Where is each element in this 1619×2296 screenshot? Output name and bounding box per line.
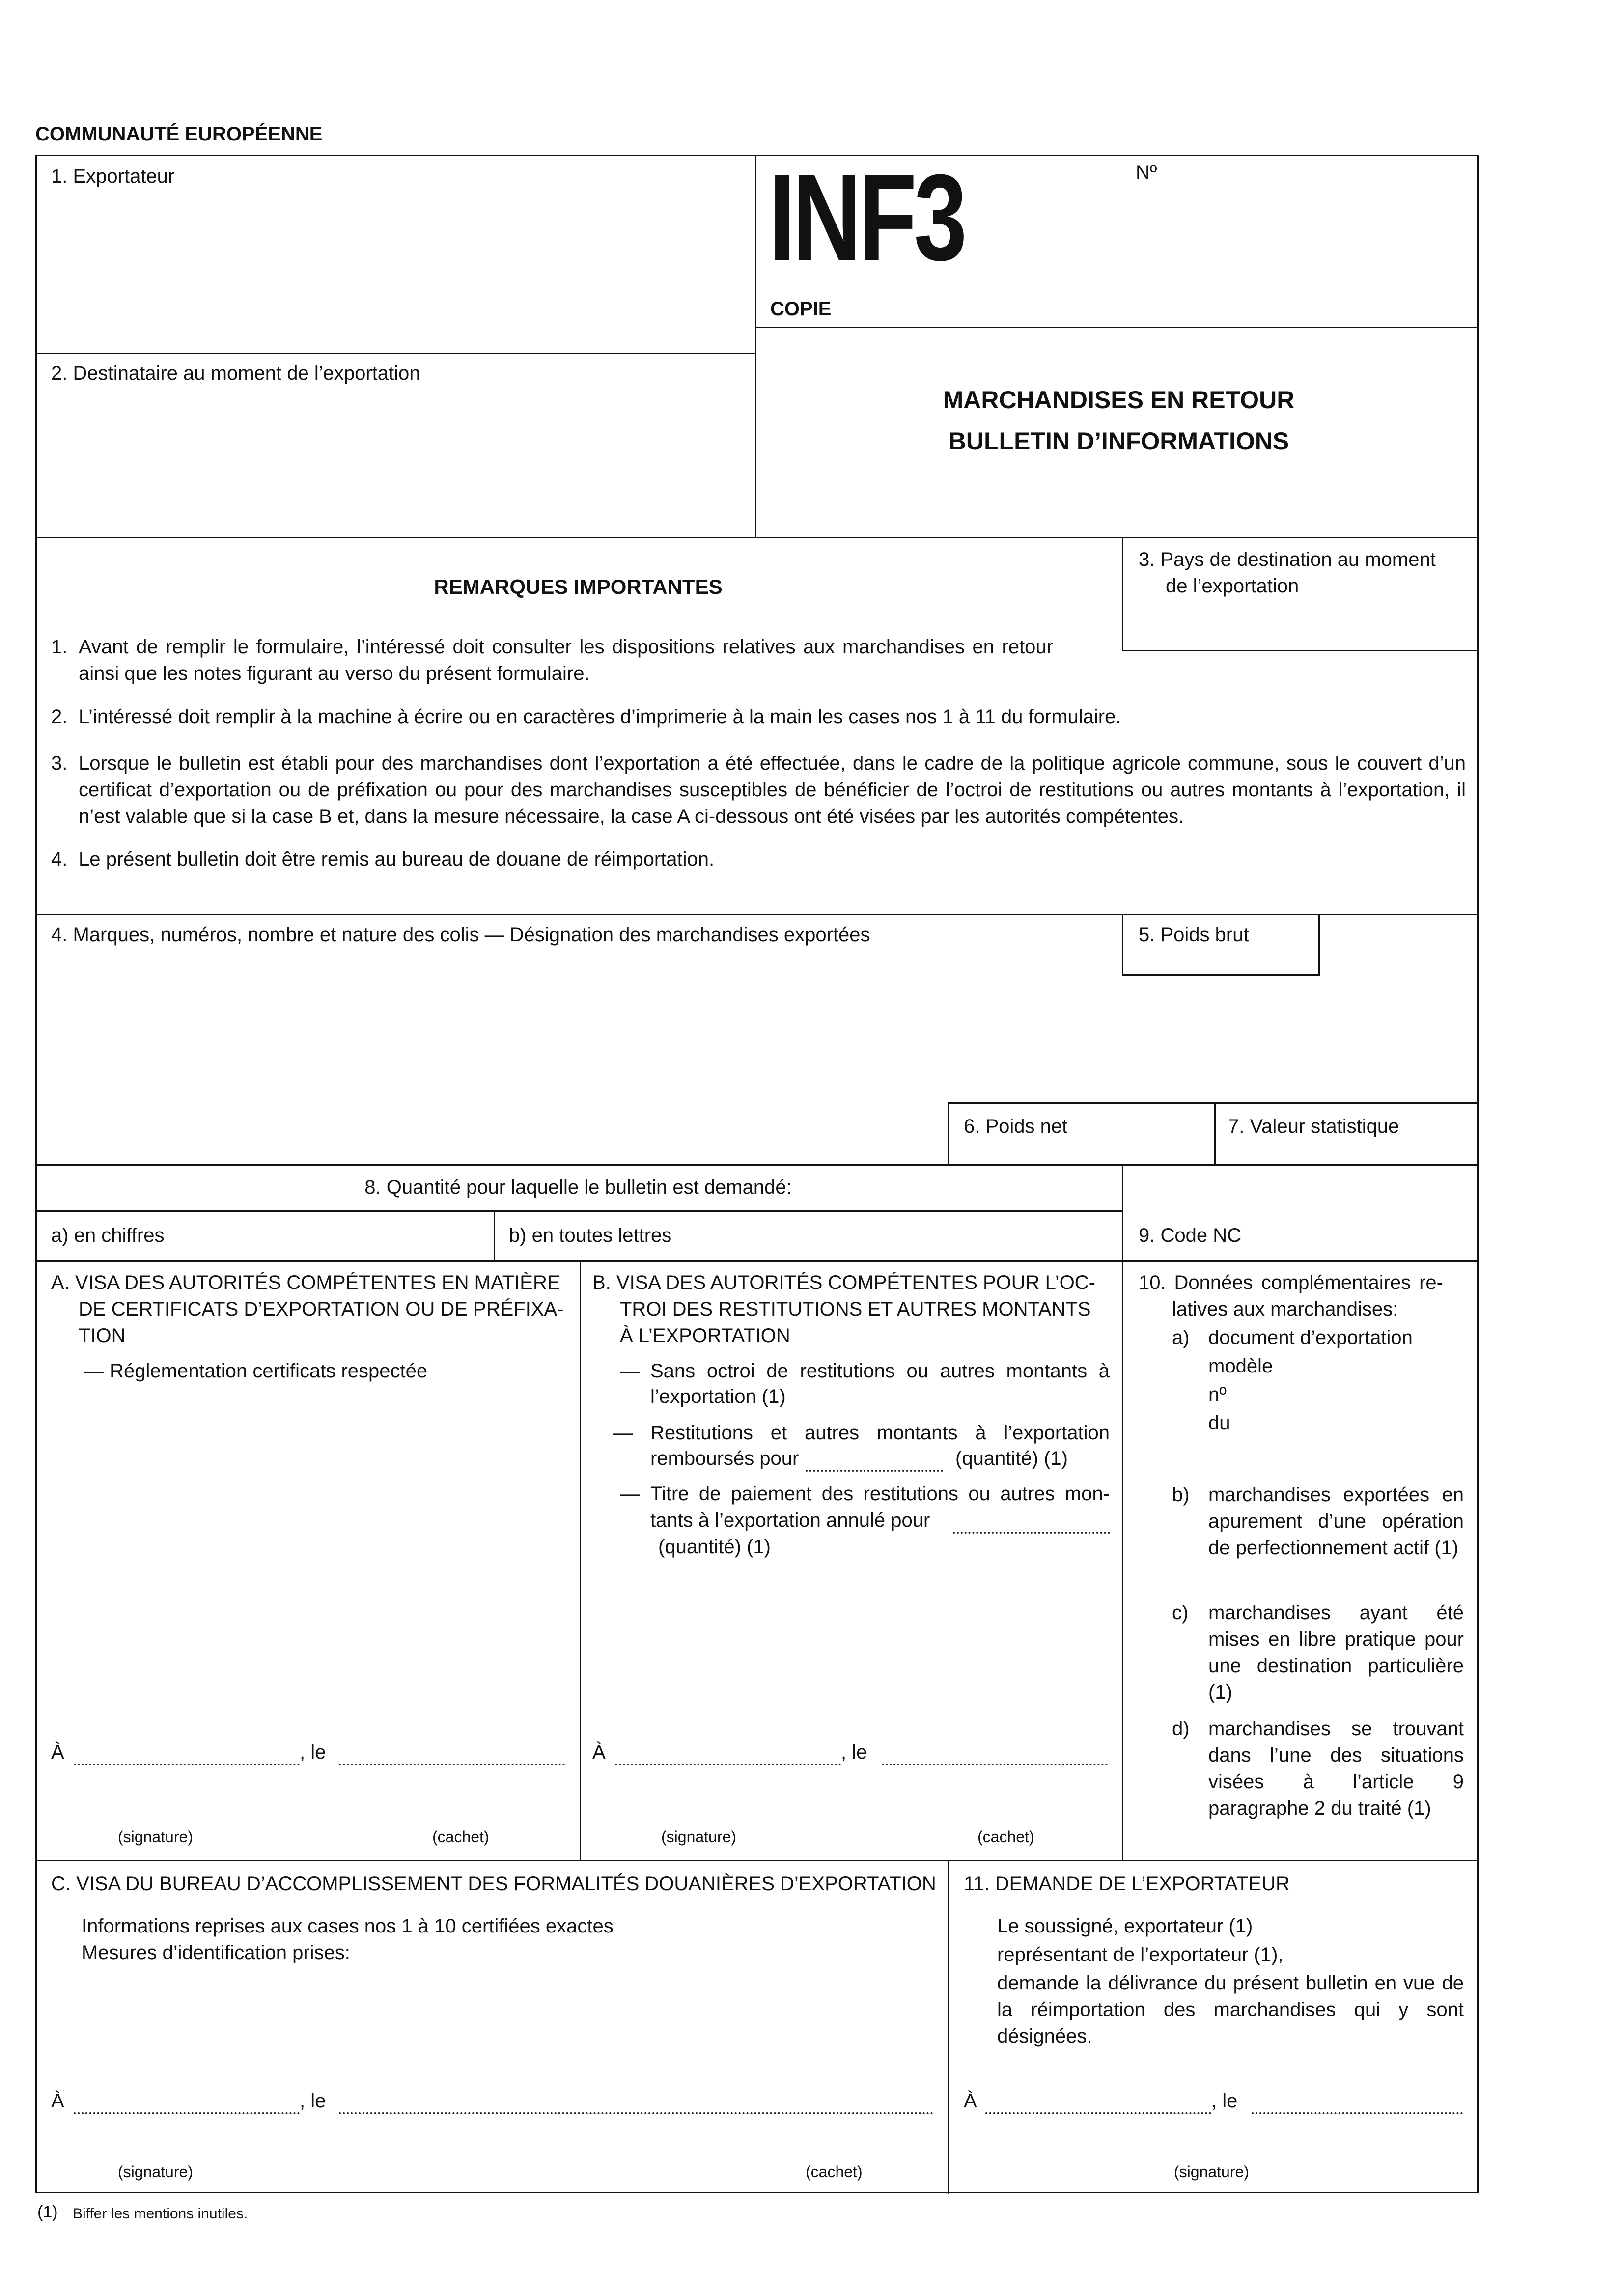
visa-b-date-field[interactable] bbox=[882, 1747, 1108, 1765]
divider bbox=[580, 1260, 581, 1861]
form-code: INF3 bbox=[769, 149, 964, 286]
visa-b-title-line3: À L’EXPORTATION bbox=[620, 1325, 790, 1346]
box3-destination-label-cont: de l’exportation bbox=[1166, 575, 1299, 597]
box7-statistical-value-label: 7. Valeur statistique bbox=[1228, 1116, 1399, 1137]
box5-gross-weight-field[interactable] bbox=[1321, 917, 1476, 1103]
remark-item bbox=[51, 703, 1466, 733]
visa-b-item3-line1: Titre de paiement des restitutions ou autres mon- bbox=[650, 1483, 1110, 1505]
divider bbox=[1122, 650, 1479, 651]
visa-a-date-field[interactable] bbox=[339, 1747, 565, 1765]
box1-exporter-label: 1. Exportateur bbox=[51, 166, 175, 187]
visa-c-stamp-label: (cachet) bbox=[806, 2163, 863, 2181]
divider bbox=[35, 914, 1479, 915]
box11-place-label: À bbox=[964, 2090, 977, 2112]
visa-b-item1-line1: Sans octroi de restitutions ou autres montants à bbox=[650, 1360, 1110, 1382]
box10-b-label: b) bbox=[1172, 1484, 1190, 1506]
box11-title: 11. DEMANDE DE L’EXPORTATEUR bbox=[964, 1873, 1290, 1895]
box11-line3: demande la délivrance du présent bulletin en vue de la réimportation des marchandises qui y sont désignées. bbox=[997, 1972, 1464, 2047]
box10-a-label: a) bbox=[1172, 1327, 1190, 1348]
box8a-figures-label: a) en chiffres bbox=[51, 1225, 165, 1246]
visa-a-date-label: , le bbox=[300, 1741, 326, 1763]
visa-a-title-line1: A. VISA DES AUTORITÉS COMPÉTENTES EN MATIÈRE bbox=[51, 1272, 560, 1293]
visa-b-item3-line3: (quantité) (1) bbox=[658, 1536, 771, 1558]
visa-a-title-line3: TION bbox=[79, 1325, 126, 1346]
visa-b-item2-quantity-field[interactable] bbox=[806, 1453, 943, 1472]
divider bbox=[35, 353, 755, 354]
visa-b-item2-dash: — bbox=[613, 1422, 633, 1444]
visa-c-date-label: , le bbox=[300, 2090, 326, 2112]
remark-text: Le présent bulletin doit être remis au bureau de douane de réimportation. bbox=[79, 848, 715, 870]
visa-a-signature-label: (signature) bbox=[118, 1828, 193, 1846]
divider bbox=[948, 1102, 1479, 1104]
box6-net-weight-label: 6. Poids net bbox=[964, 1116, 1068, 1137]
visa-c-signature-label: (signature) bbox=[118, 2163, 193, 2181]
box3-destination-field[interactable] bbox=[1125, 602, 1476, 648]
box10-a-line3: nº bbox=[1208, 1384, 1227, 1405]
box10-b-text: marchandises exportées en apurement d’une opération de perfectionnement actif (1) bbox=[1208, 1484, 1464, 1559]
visa-a-item: — Réglementation certificats respectée bbox=[84, 1360, 428, 1382]
visa-a-stamp-label: (cachet) bbox=[432, 1828, 489, 1846]
divider bbox=[948, 1860, 949, 2194]
visa-b-title-line1: B. VISA DES AUTORITÉS COMPÉTENTES POUR L’OC- bbox=[592, 1272, 1095, 1293]
box6-net-weight-field[interactable] bbox=[951, 1140, 1211, 1163]
visa-c-line2: Mesures d’identification prises: bbox=[82, 1942, 350, 1963]
copy-label: COPIE bbox=[770, 298, 832, 320]
visa-b-item2-line2: remboursés pour bbox=[650, 1448, 799, 1469]
remark-number: 3. bbox=[51, 753, 68, 774]
visa-b-place-field[interactable] bbox=[615, 1747, 841, 1765]
box11-place-field[interactable] bbox=[985, 2096, 1211, 2114]
box2-consignee-field[interactable] bbox=[39, 393, 752, 533]
divider bbox=[948, 1102, 949, 1165]
remark-item bbox=[51, 750, 1466, 834]
remark-number: 2. bbox=[51, 706, 68, 728]
remarks-title: REMARQUES IMPORTANTES bbox=[434, 575, 723, 598]
divider bbox=[1122, 537, 1123, 651]
divider bbox=[1318, 914, 1320, 975]
box10-c-text: marchandises ayant été mises en libre pratique pour une destination particulière (1) bbox=[1208, 1602, 1464, 1703]
visa-b-signature-label: (signature) bbox=[661, 1828, 736, 1846]
box11-line1: Le soussigné, exportateur (1) bbox=[997, 1915, 1253, 1937]
remark-number: 1. bbox=[51, 636, 68, 658]
visa-b-item2-line2-end: (quantité) (1) bbox=[955, 1448, 1068, 1469]
remark-text: Lorsque le bulletin est établi pour des marchandises dont l’exportation a été effectuée, dans le cadre de la politique agricole commune, sous le couvert d’un certificat d’exportation ou de préfixation ou pour des marchandises susceptibles de bénéficier de l’octroi de restitutions ou autres montants à l’exportation, il n’est valable que si la case B et, dans la mesure nécessaire, la case A ci-dessous ont été visées par les autorités compétentes. bbox=[79, 753, 1466, 827]
visa-a-place-field[interactable] bbox=[74, 1747, 300, 1765]
divider bbox=[35, 1860, 1479, 1861]
box10-d-label: d) bbox=[1172, 1718, 1190, 1739]
divider bbox=[1122, 914, 1123, 975]
remark-text: Avant de remplir le formulaire, l’intéressé doit consulter les dispositions relatives aux marchandises en retour ainsi que les notes figurant au verso du présent formulaire. bbox=[79, 636, 1053, 684]
box10-d-text: marchandises se trouvant dans l’une des situations visées à l’article 9 paragraphe 2 du traité (1) bbox=[1208, 1718, 1464, 1819]
visa-b-date-label: , le bbox=[841, 1741, 867, 1763]
box10-title-line2: latives aux marchandises: bbox=[1172, 1298, 1398, 1320]
visa-b-item2-line1: Restitutions et autres montants à l’exportation bbox=[650, 1422, 1110, 1444]
box9-nc-code-field[interactable] bbox=[1287, 1218, 1474, 1258]
remark-text: L’intéressé doit remplir à la machine à écrire ou en caractères d’imprimerie à la main les cases nos 1 à 11 du formulaire. bbox=[79, 706, 1121, 728]
divider bbox=[35, 1210, 1123, 1212]
visa-c-title: C. VISA DU BUREAU D’ACCOMPLISSEMENT DES FORMALITÉS DOUANIÈRES D’EXPORTATION bbox=[51, 1873, 936, 1895]
box10-a-field[interactable] bbox=[1287, 1353, 1474, 1436]
divider bbox=[1214, 1102, 1216, 1165]
divider bbox=[35, 1260, 1479, 1262]
visa-a-title-line2: DE CERTIFICATS D’EXPORTATION OU DE PRÉFIXA- bbox=[79, 1298, 564, 1320]
box7-statistical-value-field[interactable] bbox=[1217, 1140, 1476, 1163]
box10-a-line2: modèle bbox=[1208, 1355, 1273, 1377]
visa-c-place-label: À bbox=[51, 2090, 64, 2112]
visa-c-identification-field[interactable] bbox=[82, 1970, 936, 2078]
divider bbox=[1122, 1260, 1123, 1861]
box11-date-field[interactable] bbox=[1252, 2096, 1463, 2114]
visa-c-place-field[interactable] bbox=[74, 2096, 300, 2114]
box8b-words-field[interactable] bbox=[702, 1218, 1115, 1258]
divider bbox=[1122, 1164, 1123, 1261]
box8a-figures-field[interactable] bbox=[206, 1218, 486, 1258]
divider bbox=[35, 1164, 1479, 1166]
visa-b-title-line2: TROI DES RESTITUTIONS ET AUTRES MONTANTS bbox=[620, 1298, 1091, 1320]
form-title-line1: MARCHANDISES EN RETOUR bbox=[943, 386, 1295, 414]
visa-b-item3-quantity-field[interactable] bbox=[953, 1515, 1110, 1534]
divider bbox=[755, 327, 1479, 328]
divider bbox=[1122, 974, 1320, 976]
box8b-words-label: b) en toutes lettres bbox=[509, 1225, 672, 1246]
visa-b-stamp-label: (cachet) bbox=[977, 1828, 1034, 1846]
box11-line2: représentant de l’exportateur (1), bbox=[997, 1944, 1284, 1965]
box3-destination-label: 3. Pays de destination au moment bbox=[1139, 549, 1436, 570]
visa-b-item1-dash: — bbox=[620, 1360, 640, 1382]
box9-nc-code-label: 9. Code NC bbox=[1139, 1225, 1241, 1246]
visa-b-place-label: À bbox=[592, 1741, 606, 1763]
box4-goods-field[interactable] bbox=[39, 953, 1120, 1100]
footnote-mark: (1) bbox=[37, 2203, 58, 2221]
divider bbox=[494, 1210, 495, 1261]
visa-c-date-field[interactable] bbox=[339, 2096, 933, 2114]
visa-b-item1-line2: l’exportation (1) bbox=[650, 1386, 786, 1407]
number-label: Nº bbox=[1136, 162, 1157, 183]
community-header: COMMUNAUTÉ EUROPÉENNE bbox=[35, 123, 323, 145]
divider bbox=[35, 537, 1479, 538]
remark-number: 4. bbox=[51, 848, 68, 870]
box11-date-label: , le bbox=[1211, 2090, 1238, 2112]
remark-item bbox=[51, 846, 1466, 875]
box2-consignee-label: 2. Destinataire au moment de l’exportation bbox=[51, 363, 420, 384]
box8-quantity-label: 8. Quantité pour laquelle le bulletin est demandé: bbox=[364, 1176, 792, 1198]
box10-title-line1: 10. Données complémentaires re- bbox=[1139, 1272, 1443, 1293]
box5-gross-weight-label: 5. Poids brut bbox=[1139, 924, 1249, 946]
box11-signature-label: (signature) bbox=[1174, 2163, 1249, 2181]
remark-item bbox=[51, 634, 1053, 688]
box1-exporter-field[interactable] bbox=[39, 196, 752, 349]
divider bbox=[755, 155, 756, 538]
box4-goods-label: 4. Marques, numéros, nombre et nature des colis — Désignation des marchandises exportées bbox=[51, 924, 870, 946]
box10-a-line1: document d’exportation bbox=[1208, 1327, 1413, 1348]
box10-c-label: c) bbox=[1172, 1602, 1189, 1624]
visa-c-line1: Informations reprises aux cases nos 1 à 10 certifiées exactes bbox=[82, 1915, 614, 1937]
visa-a-place-label: À bbox=[51, 1741, 64, 1763]
visa-b-item3-dash: — bbox=[620, 1483, 640, 1505]
visa-b-item3-line2: tants à l’exportation annulé pour bbox=[650, 1510, 930, 1531]
box10-a-line4: du bbox=[1208, 1412, 1230, 1434]
form-title-line2: BULLETIN D’INFORMATIONS bbox=[948, 427, 1289, 455]
footnote-text: Biffer les mentions inutiles. bbox=[73, 2206, 248, 2222]
number-field[interactable] bbox=[1179, 165, 1464, 312]
